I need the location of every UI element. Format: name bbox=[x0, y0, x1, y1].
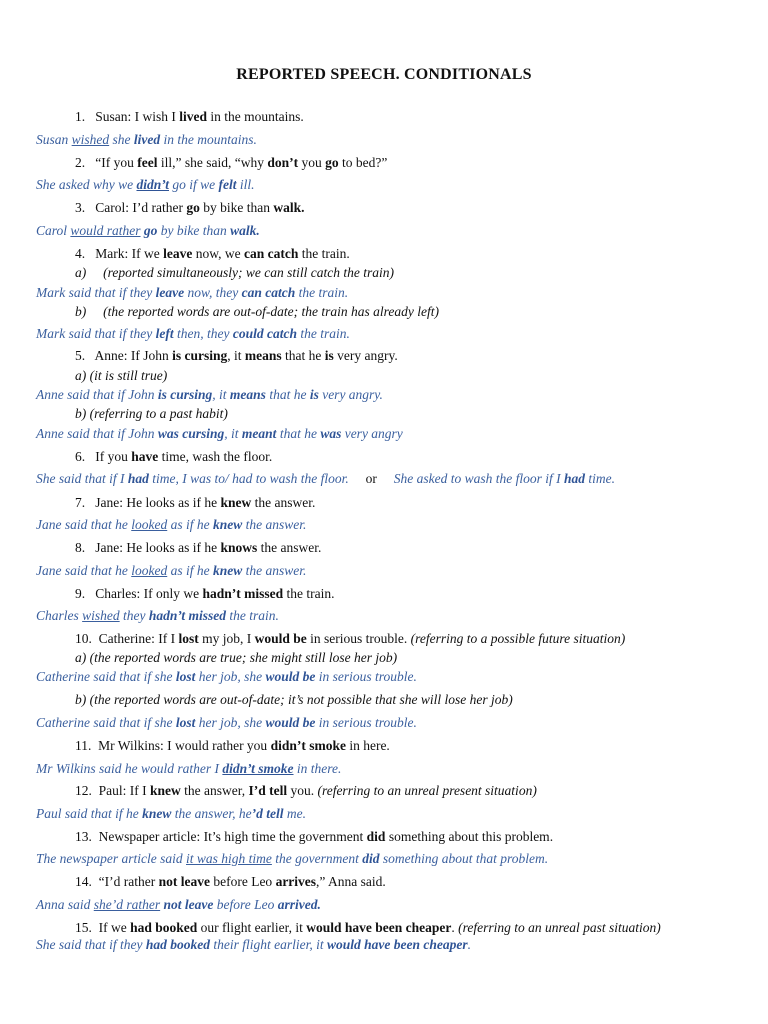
text-run: to bed?” bbox=[338, 155, 388, 170]
text-run: by bike than bbox=[157, 223, 231, 238]
reported-answer-line bbox=[36, 516, 306, 534]
reported-answer-line bbox=[36, 805, 306, 823]
text-run: me. bbox=[283, 806, 307, 821]
note-line bbox=[75, 405, 228, 423]
text-run: ’d tell bbox=[251, 806, 284, 821]
text-run: 12. Paul: If I bbox=[75, 783, 150, 798]
text-run: didn’t smoke bbox=[222, 761, 294, 776]
text-run: Jane said that he bbox=[36, 563, 132, 578]
document-title: REPORTED SPEECH. CONDITIONALS bbox=[236, 66, 532, 83]
exercise-line bbox=[75, 245, 350, 263]
text-run: would be bbox=[254, 631, 307, 646]
text-run: arrives bbox=[275, 874, 317, 889]
text-run: 9. Charles: If only we bbox=[75, 586, 203, 601]
text-run: I’d tell bbox=[248, 783, 288, 798]
text-run: the answer. bbox=[242, 517, 307, 532]
text-run: would have been cheaper bbox=[306, 920, 452, 935]
text-run: Catherine said that if she bbox=[36, 715, 176, 730]
text-run: did bbox=[362, 851, 380, 866]
reported-answer-line bbox=[36, 850, 548, 868]
reported-answer-line bbox=[36, 470, 615, 488]
text-run: The newspaper article said bbox=[36, 851, 186, 866]
text-run: you. bbox=[287, 783, 318, 798]
text-run: the train. bbox=[296, 326, 350, 341]
text-run: Charles bbox=[36, 608, 83, 623]
text-run: Anne said that if John bbox=[36, 426, 158, 441]
text-run: looked bbox=[131, 517, 168, 532]
text-run: lived bbox=[179, 109, 208, 124]
reported-answer-line bbox=[36, 714, 417, 732]
text-run: go if we bbox=[169, 177, 219, 192]
exercise-line bbox=[75, 539, 321, 557]
text-run: ill,” she said, “why bbox=[157, 155, 268, 170]
text-run: (referring to an unreal past situation) bbox=[458, 920, 661, 935]
reported-answer-line bbox=[36, 131, 257, 149]
text-run: walk. bbox=[230, 223, 260, 238]
text-run: is cursing bbox=[172, 348, 228, 363]
text-run: b) (the reported words are out-of-date; the train has already left) bbox=[75, 304, 439, 319]
text-run: not leave bbox=[163, 897, 214, 912]
text-run: felt bbox=[218, 177, 237, 192]
text-run: was bbox=[320, 426, 342, 441]
text-run: would have been cheaper bbox=[326, 937, 468, 952]
text-run: before Leo bbox=[209, 874, 276, 889]
text-run: b) (referring to a past habit) bbox=[75, 406, 228, 421]
text-run: feel bbox=[137, 155, 158, 170]
text-run: , it bbox=[212, 387, 230, 402]
text-run: knew bbox=[142, 806, 172, 821]
text-run: 1. Susan: I wish I bbox=[75, 109, 180, 124]
text-run: Catherine said that if she bbox=[36, 669, 176, 684]
text-run: or bbox=[365, 471, 377, 486]
text-run: wished bbox=[71, 132, 110, 147]
text-run: . bbox=[467, 937, 471, 952]
text-run: Susan bbox=[36, 132, 72, 147]
text-run: knew bbox=[220, 495, 252, 510]
reported-answer-line bbox=[36, 222, 260, 240]
reported-answer-line bbox=[36, 936, 471, 954]
text-run: in the mountains. bbox=[207, 109, 304, 124]
text-run: 15. If we bbox=[75, 920, 131, 935]
text-run: knew bbox=[212, 563, 243, 578]
text-run: 14. “I’d rather bbox=[75, 874, 159, 889]
text-run: don’t bbox=[267, 155, 299, 170]
text-run: hadn’t missed bbox=[202, 586, 284, 601]
exercise-line bbox=[75, 585, 335, 603]
text-run: a) (the reported words are true; she might still lose her job) bbox=[75, 650, 398, 665]
text-run: (referring to a possible future situation) bbox=[410, 631, 626, 646]
text-run: time, I was to/ had to wash the floor. bbox=[148, 471, 366, 486]
text-run: leave bbox=[163, 246, 193, 261]
text-run: meant bbox=[241, 426, 277, 441]
text-run: b) (the reported words are out-of-date; it’s not possible that she will lose her job) bbox=[75, 692, 513, 707]
text-run: the train. bbox=[283, 586, 335, 601]
text-run: time, wash the floor. bbox=[158, 449, 273, 464]
text-run: as if he bbox=[167, 517, 213, 532]
text-run: 6. If you bbox=[75, 449, 132, 464]
text-run: was cursing bbox=[157, 426, 225, 441]
reported-answer-line bbox=[36, 896, 321, 914]
text-run: means bbox=[229, 387, 266, 402]
text-run: , it bbox=[224, 426, 242, 441]
text-run: now, we bbox=[192, 246, 244, 261]
reported-answer-line bbox=[36, 425, 403, 443]
text-run: leave bbox=[155, 285, 185, 300]
reported-answer-line bbox=[36, 284, 348, 302]
text-run: is bbox=[324, 348, 334, 363]
text-run: would rather bbox=[70, 223, 141, 238]
text-run: 4. Mark: If we bbox=[75, 246, 164, 261]
text-run: the answer. bbox=[242, 563, 307, 578]
text-run: knew bbox=[150, 783, 181, 798]
text-run: in the mountains. bbox=[160, 132, 257, 147]
text-run: that he bbox=[265, 387, 310, 402]
text-run: the train. bbox=[298, 246, 350, 261]
text-run: would be bbox=[265, 669, 316, 684]
text-run: had bbox=[564, 471, 586, 486]
text-run: that he bbox=[281, 348, 325, 363]
text-run: in there. bbox=[293, 761, 342, 776]
reported-answer-line bbox=[36, 562, 306, 580]
text-run: the answer, he bbox=[171, 806, 252, 821]
text-run: Anna said bbox=[36, 897, 94, 912]
text-run: something about this problem. bbox=[385, 829, 554, 844]
text-run: . bbox=[451, 920, 459, 935]
exercise-line bbox=[75, 154, 387, 172]
text-run: time. bbox=[585, 471, 616, 486]
text-run: their flight earlier, it bbox=[209, 937, 327, 952]
text-run: is cursing bbox=[157, 387, 213, 402]
text-run: in serious trouble. bbox=[315, 669, 417, 684]
text-run: looked bbox=[131, 563, 168, 578]
text-run: ,” Anna said. bbox=[316, 874, 386, 889]
text-run: 7. Jane: He looks as if he bbox=[75, 495, 221, 510]
text-run: in here. bbox=[345, 738, 390, 753]
text-run: they bbox=[119, 608, 149, 623]
text-run: the train. bbox=[226, 608, 279, 623]
text-run: had bbox=[127, 471, 149, 486]
text-run: she bbox=[109, 132, 134, 147]
text-run: Mark said that if they bbox=[36, 285, 156, 300]
exercise-line bbox=[75, 108, 304, 126]
text-run: the government bbox=[271, 851, 363, 866]
exercise-line bbox=[75, 494, 315, 512]
text-run: she’d rather bbox=[93, 897, 161, 912]
text-run: 5. Anne: If John bbox=[75, 348, 173, 363]
exercise-line bbox=[75, 448, 272, 466]
text-run: go bbox=[143, 223, 158, 238]
text-run: something about that problem. bbox=[379, 851, 549, 866]
text-run: before Leo bbox=[213, 897, 278, 912]
exercise-line bbox=[75, 828, 553, 846]
text-run: knew bbox=[212, 517, 243, 532]
text-run: a) (reported simultaneously; we can still catch the train) bbox=[75, 265, 394, 280]
text-run: can catch bbox=[241, 285, 296, 300]
text-run: very angry bbox=[341, 426, 403, 441]
text-run: lost bbox=[175, 669, 196, 684]
text-run: her job, she bbox=[195, 669, 266, 684]
text-run: arrived. bbox=[277, 897, 321, 912]
reported-answer-line bbox=[36, 668, 417, 686]
exercise-line bbox=[75, 347, 398, 365]
text-run: a) (it is still true) bbox=[75, 368, 168, 383]
text-run: go bbox=[186, 200, 200, 215]
text-run: walk. bbox=[273, 200, 305, 215]
text-run: didn’t smoke bbox=[270, 738, 346, 753]
exercise-line bbox=[75, 737, 390, 755]
text-run: very angry. bbox=[318, 387, 383, 402]
text-run: 8. Jane: He looks as if he bbox=[75, 540, 221, 555]
text-run: very angry. bbox=[333, 348, 398, 363]
text-run: then, they bbox=[173, 326, 233, 341]
text-run: Jane said that he bbox=[36, 517, 132, 532]
text-run: go bbox=[325, 155, 339, 170]
text-run: means bbox=[244, 348, 282, 363]
text-run: lost bbox=[175, 715, 196, 730]
reported-answer-line bbox=[36, 760, 341, 778]
text-run: She said that if they bbox=[36, 937, 146, 952]
text-run: didn’t bbox=[136, 177, 169, 192]
note-line bbox=[75, 367, 167, 385]
text-run: in serious trouble. bbox=[306, 631, 411, 646]
note-line bbox=[75, 303, 439, 321]
note-line bbox=[75, 691, 513, 709]
reported-answer-line bbox=[36, 607, 279, 625]
exercise-line bbox=[75, 199, 304, 217]
text-run: Mr Wilkins said he would rather I bbox=[36, 761, 223, 776]
text-run: 2. “If you bbox=[75, 155, 138, 170]
text-run: She asked why we bbox=[36, 177, 137, 192]
note-line bbox=[75, 264, 394, 282]
reported-answer-line bbox=[36, 325, 350, 343]
text-run: it was high time bbox=[186, 851, 272, 866]
text-run: 3. Carol: I’d rather bbox=[75, 200, 187, 215]
text-run: you bbox=[298, 155, 326, 170]
exercise-line bbox=[75, 873, 386, 891]
text-run: have bbox=[131, 449, 159, 464]
text-run: (referring to an unreal present situation) bbox=[317, 783, 537, 798]
text-run: hadn’t missed bbox=[148, 608, 227, 623]
text-run: that he bbox=[276, 426, 321, 441]
text-run: the answer. bbox=[257, 540, 322, 555]
text-run: Carol bbox=[36, 223, 71, 238]
text-run: had booked bbox=[145, 937, 210, 952]
exercise-line bbox=[75, 919, 661, 937]
reported-answer-line bbox=[36, 386, 383, 404]
text-run: did bbox=[366, 829, 386, 844]
exercise-line bbox=[75, 630, 625, 648]
text-run: the answer, bbox=[180, 783, 249, 798]
text-run: 10. Catherine: If I bbox=[75, 631, 179, 646]
text-run: ill. bbox=[236, 177, 255, 192]
reported-answer-line bbox=[36, 176, 255, 194]
text-run: the train. bbox=[295, 285, 349, 300]
text-run: as if he bbox=[167, 563, 213, 578]
text-run: can catch bbox=[243, 246, 299, 261]
text-run: 13. Newspaper article: It’s high time the government bbox=[75, 829, 367, 844]
text-run: had booked bbox=[130, 920, 198, 935]
text-run: Paul said that if he bbox=[36, 806, 143, 821]
text-run: knows bbox=[220, 540, 258, 555]
text-run: She asked to wash the floor if I bbox=[376, 471, 565, 486]
text-run: our flight earlier, it bbox=[197, 920, 307, 935]
exercise-line bbox=[75, 782, 537, 800]
text-run: 11. Mr Wilkins: I would rather you bbox=[75, 738, 271, 753]
text-run: could catch bbox=[232, 326, 297, 341]
note-line bbox=[75, 649, 397, 667]
text-run: left bbox=[155, 326, 174, 341]
text-run: would be bbox=[265, 715, 316, 730]
text-run: my job, I bbox=[198, 631, 255, 646]
text-run: , it bbox=[227, 348, 245, 363]
text-run: wished bbox=[82, 608, 120, 623]
text-run: her job, she bbox=[195, 715, 266, 730]
text-run: in serious trouble. bbox=[315, 715, 417, 730]
text-run: now, they bbox=[184, 285, 242, 300]
text-run: lived bbox=[133, 132, 161, 147]
text-run: the answer. bbox=[251, 495, 316, 510]
text-run: Anne said that if John bbox=[36, 387, 158, 402]
text-run: is bbox=[309, 387, 319, 402]
text-run: not leave bbox=[158, 874, 210, 889]
text-run: lost bbox=[178, 631, 199, 646]
text-run: by bike than bbox=[199, 200, 274, 215]
text-run: She said that if I bbox=[36, 471, 128, 486]
text-run: Mark said that if they bbox=[36, 326, 156, 341]
